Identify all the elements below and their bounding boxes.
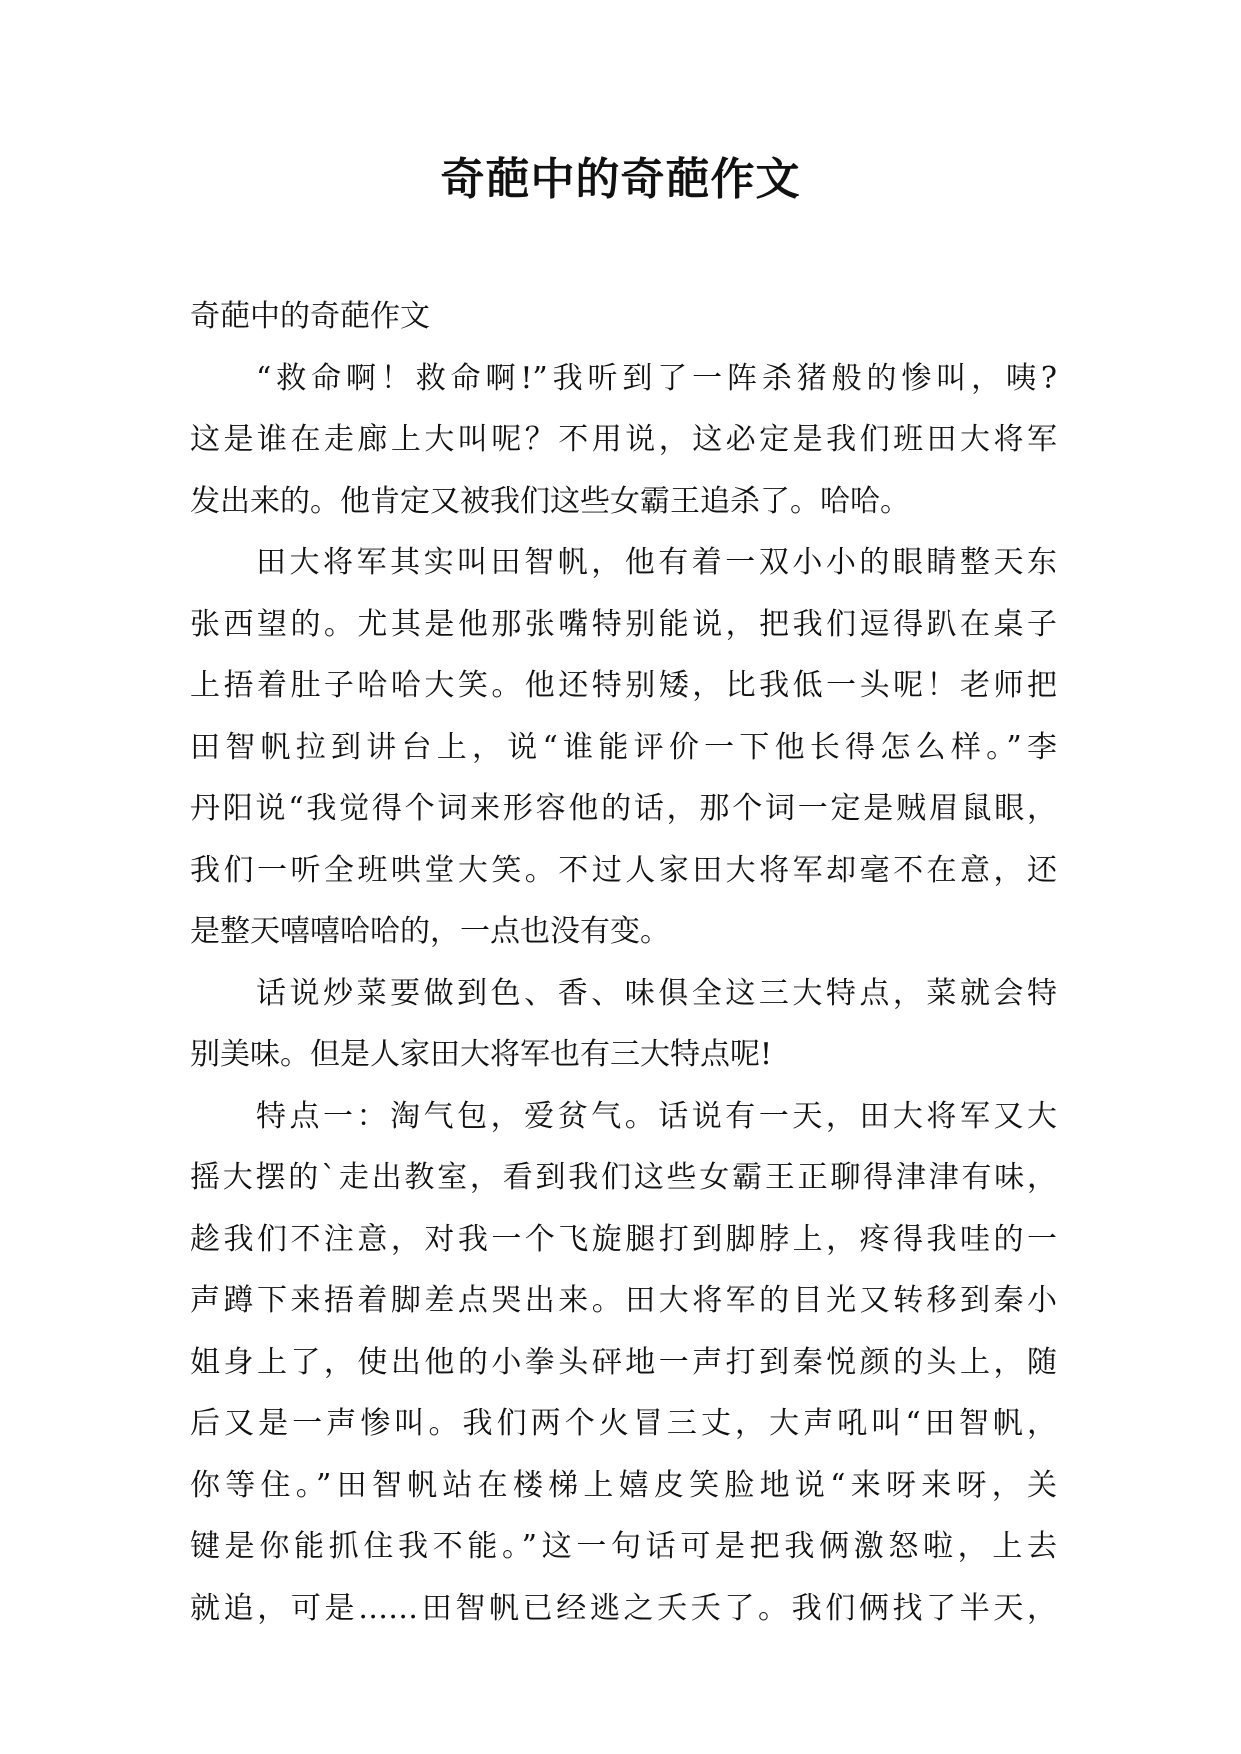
subtitle-paragraph xyxy=(190,286,1057,348)
paragraph xyxy=(190,348,1057,533)
text-line: 这是谁在走廊上大叫呢？不用说，这必定是我们班田大将军 xyxy=(190,422,1057,457)
text-line: 上捂着肚子哈哈大笑。他还特别矮，比我低一头呢！老师把 xyxy=(190,668,1057,703)
text-line: 后又是一声惨叫。我们两个火冒三丈，大声吼叫“田智帆， xyxy=(190,1406,1057,1441)
text-line: 田智帆拉到讲台上，说“谁能评价一下他长得怎么样。”李 xyxy=(190,729,1057,765)
text-line: “救命啊！救命啊!”我听到了一阵杀猪般的惨叫，咦? xyxy=(256,360,1057,396)
text-line: 键是你能抓住我不能。”这一句话可是把我俩激怒啦，上去 xyxy=(190,1529,1057,1564)
paragraph xyxy=(190,532,1057,963)
text-line: 摇大摆的`走出教室，看到我们这些女霸王正聊得津津有味， xyxy=(190,1160,1057,1195)
subtitle-line: 奇葩中的奇葩作文 xyxy=(190,299,430,334)
text-line: 就追，可是……田智帆已经逃之夭夭了。我们俩找了半天， xyxy=(190,1590,1057,1626)
text-line: 特点一：淘气包，爱贫气。话说有一天，田大将军又大 xyxy=(256,1098,1057,1134)
text-line: 发出来的。他肯定又被我们这些女霸王追杀了。哈哈。 xyxy=(190,483,910,519)
text-line: 别美味。但是人家田大将军也有三大特点呢! xyxy=(190,1037,773,1072)
text-line: 是整天嘻嘻哈哈的，一点也没有变。 xyxy=(190,914,670,949)
text-line: 田大将军其实叫田智帆，他有着一双小小的眼睛整天东 xyxy=(256,545,1057,580)
text-line: 趁我们不注意，对我一个飞旋腿打到脚脖上，疼得我哇的一 xyxy=(190,1221,1057,1257)
paragraph xyxy=(190,1086,1057,1640)
text-line: 声蹲下来捂着脚差点哭出来。田大将军的目光又转移到秦小 xyxy=(190,1283,1057,1318)
text-line: 你等住。”田智帆站在楼梯上嬉皮笑脸地说“来呀来呀，关 xyxy=(190,1467,1057,1503)
text-line: 姐身上了，使出他的小拳头砰地一声打到秦悦颜的头上，随 xyxy=(190,1344,1057,1380)
text-line: 丹阳说“我觉得个词来形容他的话，那个词一定是贼眉鼠眼， xyxy=(190,791,1057,826)
text-line: 我们一听全班哄堂大笑。不过人家田大将军却毫不在意，还 xyxy=(190,852,1057,888)
paragraph xyxy=(190,963,1057,1086)
text-line: 话说炒菜要做到色、香、味俱全这三大特点，菜就会特 xyxy=(256,975,1057,1011)
document-title: 奇葩中的奇葩作文 xyxy=(440,154,801,205)
document-body xyxy=(190,286,1057,1639)
text-line: 张西望的。尤其是他那张嘴特别能说，把我们逗得趴在桌子 xyxy=(190,606,1057,642)
